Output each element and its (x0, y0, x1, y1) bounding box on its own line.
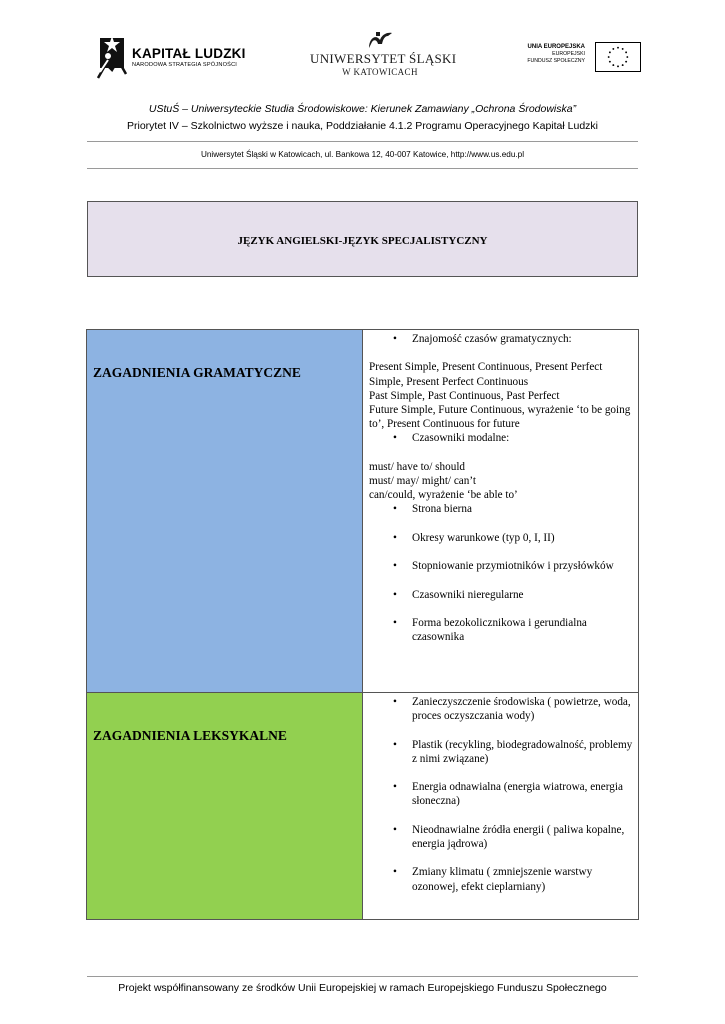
grammar-heading: ZAGADNIENIA GRAMATYCZNE (93, 365, 301, 380)
grammar-heading-cell (87, 330, 363, 692)
eu-logo-line3: FUNDUSZ SPOŁECZNY (527, 58, 585, 64)
kapital-ludzki-logo (96, 34, 256, 82)
text-line: Past Simple, Past Continuous, Past Perfect (369, 389, 560, 402)
text-line: Future Simple, Future Continuous, wyrażenie ‘to be going to’, Present Continuous for future (369, 404, 631, 431)
bullet-item: • Okresy warunkowe (typ 0, I, II) (369, 531, 634, 545)
footer-divider (87, 976, 638, 977)
spacer (369, 851, 634, 865)
grammar-topic-list (369, 332, 634, 644)
course-title: JĘZYK ANGIELSKI-JĘZYK SPECJALISTYCZNY (237, 235, 488, 247)
program-line: UStuŚ – Uniwersyteckie Studia Środowiskowe: Kierunek Zamawiany „Ochrona Środowiska” (148, 103, 577, 115)
bullet-item: • Forma bezokolicznikowa i gerundialna czasownika (369, 616, 634, 644)
eu-logo-line2: EUROPEJSKI (552, 51, 585, 57)
course-title-box (87, 201, 638, 277)
lexical-heading-cell (87, 692, 363, 919)
spacer (369, 573, 634, 587)
spacer (369, 723, 634, 737)
bullet-item: • Stopniowanie przymiotników i przysłówków (369, 559, 634, 573)
university-city: W KATOWICACH (342, 67, 418, 77)
lexical-heading: ZAGADNIENIA LEKSYKALNE (93, 728, 287, 743)
text-line: Present Simple, Present Continuous, Present Perfect Simple, Present Perfect Continuous (369, 361, 603, 388)
grammar-content-cell (363, 330, 638, 692)
priority-line: Priorytet IV – Szkolnictwo wyższe i nauka, Poddziałanie 4.1.2 Programu Operacyjnego Kapitał Ludzki (127, 120, 598, 132)
kapital-ludzki-title: KAPITAŁ LUDZKI (132, 46, 246, 61)
eu-flag-icon (595, 42, 641, 72)
bullet-item: • Nieodnawialne źródła energii ( paliwa kopalne, energia jądrowa) (369, 823, 634, 851)
bullet-item: • Energia odnawialna (energia wiatrowa, energia słoneczna) (369, 780, 634, 808)
address-line: Uniwersytet Śląski w Katowicach, ul. Bankowa 12, 40-007 Katowice, http://www.us.edu.pl (200, 150, 525, 159)
header-divider (87, 141, 638, 142)
spacer (369, 346, 634, 360)
text-line: can/could, wyrażenie ‘be able to’ (369, 489, 518, 502)
spacer (369, 602, 634, 616)
bullet-item: • Czasowniki nieregularne (369, 588, 634, 602)
address-divider (87, 168, 638, 169)
kapital-ludzki-figure-icon (96, 34, 128, 80)
spacer (369, 517, 634, 531)
topics-table (86, 329, 639, 920)
bullet-item: • Plastik (recykling, biodegradowalność, problemy z nimi związane) (369, 738, 634, 766)
spacer (369, 446, 634, 460)
kapital-ludzki-subtitle: NARODOWA STRATEGIA SPÓJNOŚCI (132, 62, 238, 68)
text-line: must/ have to/ should (369, 460, 466, 473)
university-name: UNIWERSYTET ŚLĄSKI (310, 51, 457, 66)
spacer (369, 545, 634, 559)
bullet-item: • Zanieczyszczenie środowiska ( powietrze, woda, proces oczyszczania wody) (369, 695, 634, 723)
spacer (369, 809, 634, 823)
text-line: must/ may/ might/ can’t (369, 475, 476, 487)
bullet-item: • Zmiany klimatu ( zmniejszenie warstwy ozonowej, efekt cieplarniany) (369, 865, 634, 893)
bullet-item: • Czasowniki modalne: (369, 431, 634, 445)
lexical-topic-list (369, 695, 634, 894)
lexical-content-cell (363, 692, 638, 919)
eu-logo-text (515, 44, 585, 65)
university-logo (310, 30, 457, 78)
bullet-item: • Strona bierna (369, 502, 634, 516)
footer-text: Projekt współfinansowany ze środków Unii Europejskiej w ramach Europejskiego Funduszu Społecznego (118, 982, 607, 994)
bullet-item: • Znajomość czasów gramatycznych: (369, 332, 634, 346)
spacer (369, 766, 634, 780)
eu-logo-line1: UNIA EUROPEJSKA (527, 44, 585, 50)
university-emblem-icon (366, 30, 394, 50)
eu-logo (515, 40, 630, 74)
